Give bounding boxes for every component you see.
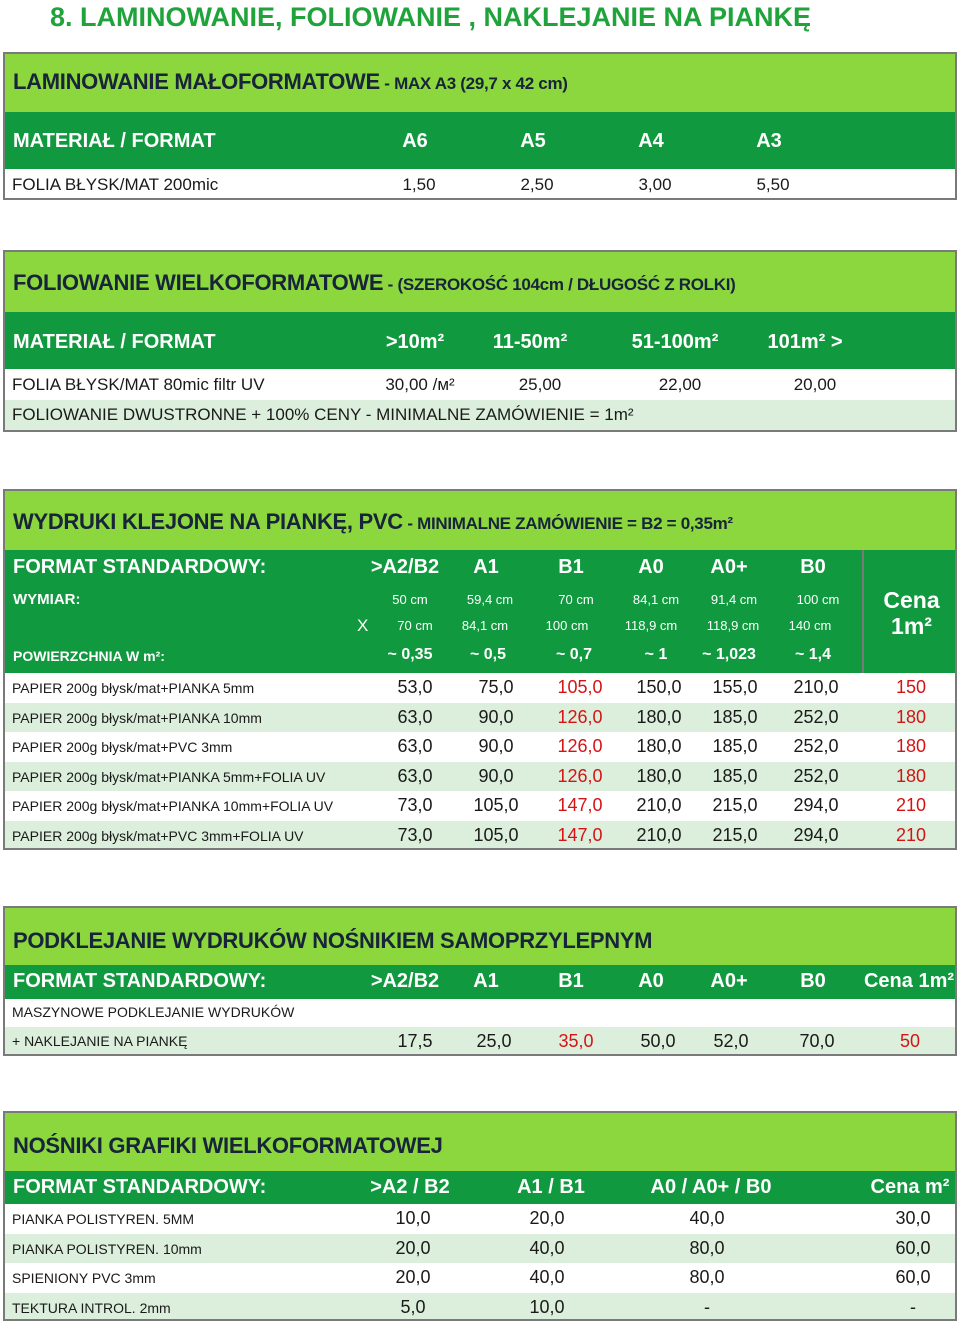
area-value: ~ 1,4 (794, 646, 832, 663)
format-standard-label: FORMAT STANDARDOWY: (13, 970, 267, 992)
table-row (5, 169, 955, 200)
price-cell: 252,0 (793, 706, 839, 727)
col-a4: A4 (638, 130, 664, 152)
format-a1: A1 (473, 556, 499, 578)
price-cell: 147,0 (557, 824, 603, 845)
table-row (5, 762, 955, 792)
price-cell: 126,0 (557, 736, 603, 756)
col-11-50: 11-50m² (492, 331, 568, 353)
row-label: PIANKA POLISTYREN. 5MM (12, 1211, 195, 1227)
price-cell: 80,0 (689, 1267, 725, 1287)
table-row (5, 1234, 955, 1264)
row-label: PIANKA POLISTYREN. 10mm (12, 1240, 202, 1257)
podklejanie-heading-band (5, 908, 955, 965)
price-cell: 73,0 (397, 824, 433, 845)
foliowanie-note-row (5, 400, 955, 430)
nosniki-rows (5, 1204, 955, 1321)
dim-width: 91,4 cm (710, 592, 758, 607)
price-label-cena: Cena (883, 587, 940, 613)
price-cell: 80,0 (689, 1237, 725, 1258)
format-standard-label: FORMAT STANDARDOWY: (13, 1176, 267, 1198)
price-cell: 20,0 (529, 1208, 565, 1228)
row-label: PAPIER 200g błysk/mat+PIANKA 5mm (12, 680, 255, 696)
format-price: Cena m² (870, 1176, 950, 1198)
laminowanie-heading: LAMINOWANIE MAŁOFORMATOWE - MAX A3 (29,7 x 42 cm) (13, 69, 568, 94)
price-cell: 105,0 (557, 677, 603, 697)
format-a2b2: >A2/B2 (370, 556, 440, 578)
price-cell: 90,0 (478, 706, 514, 727)
price-cell: 5,0 (400, 1296, 426, 1317)
price-per-m2: 210 (895, 795, 927, 815)
price-cell: 252,0 (793, 765, 839, 786)
row-label: FOLIA BŁYSK/MAT 200mic (12, 175, 219, 194)
dim-height: 84,1 cm (461, 618, 509, 633)
price-cell: 150,0 (636, 677, 682, 697)
area-value: ~ 0,5 (469, 646, 507, 663)
price-cell: 294,0 (793, 795, 839, 815)
value-a3: 5,50 (756, 175, 790, 194)
format-a0-b0: A0 / A0+ / B0 (650, 1176, 772, 1198)
wydruki-section (3, 489, 957, 850)
row-label: TEKTURA INTROL. 2mm (12, 1299, 171, 1316)
dim-width: 100 cm (796, 592, 840, 607)
dim-width: 59,4 cm (466, 592, 514, 607)
area-value: ~ 1,023 (702, 646, 756, 663)
price-cell: 60,0 (895, 1237, 931, 1258)
price-cell: 126,0 (557, 706, 603, 727)
dim-width: 50 cm (392, 592, 428, 607)
table-row (5, 791, 955, 821)
price-b0: 70,0 (799, 1031, 835, 1051)
format-a2b2: >A2 / B2 (370, 1176, 450, 1198)
dim-width: 70 cm (558, 592, 594, 607)
price-cell: 30,0 (895, 1208, 931, 1228)
value-51-100: 22,00 (658, 375, 702, 394)
laminowanie-header-row (5, 112, 955, 169)
price-cell: 20,0 (395, 1267, 431, 1287)
format-a0plus: A0+ (710, 556, 748, 578)
price-cell: 63,0 (397, 736, 433, 756)
price-cell: 147,0 (557, 795, 603, 815)
price-per-m2: 50 (899, 1031, 921, 1051)
price-cell: 126,0 (557, 765, 603, 786)
laminowanie-heading-band (5, 54, 955, 112)
price-cell: 185,0 (712, 706, 758, 727)
podklejanie-header-row (5, 965, 955, 999)
price-cell: 210,0 (636, 795, 682, 815)
x-label: X (357, 616, 369, 635)
foliowanie-header-row (5, 312, 955, 369)
table-row (5, 369, 955, 400)
nosniki-header-row (5, 1171, 955, 1204)
col-a3: A3 (756, 130, 782, 152)
row-label: PAPIER 200g błysk/mat+PIANKA 10mm (12, 709, 262, 726)
price-cell: 10,0 (529, 1296, 565, 1317)
price-cell: 180,0 (636, 736, 682, 756)
format-a1b1: A1 / B1 (517, 1176, 585, 1198)
col-over-10: >10m² (385, 331, 445, 353)
price-cell: 60,0 (895, 1267, 931, 1287)
price-cell: 185,0 (712, 765, 758, 786)
laminowanie-section (3, 52, 957, 200)
page-title: 8. LAMINOWANIE, FOLIOWANIE , NAKLEJANIE NA PIANKĘ (50, 2, 812, 32)
price-per-m2: 180 (895, 736, 927, 756)
price-cell: 10,0 (395, 1208, 431, 1228)
price-per-m2: 150 (895, 677, 927, 697)
price-cell: 20,0 (395, 1237, 431, 1258)
price-cell: 40,0 (529, 1237, 565, 1258)
price-per-m2: 210 (895, 824, 927, 845)
row-label: PAPIER 200g błysk/mat+PIANKA 5mm+FOLIA UV (12, 768, 326, 785)
row-label: PAPIER 200g błysk/mat+PIANKA 10mm+FOLIA UV (12, 798, 334, 814)
value-a4: 3,00 (638, 175, 672, 194)
price-cell: 294,0 (793, 824, 839, 845)
price-cell: 75,0 (478, 677, 514, 697)
dim-height: 70 cm (397, 618, 433, 633)
price-cell: 53,0 (397, 677, 433, 697)
podklejanie-section (3, 906, 957, 1056)
foliowanie-heading: FOLIOWANIE WIELKOFORMATOWE - (SZEROKOŚĆ 104cm / DŁUGOŚĆ Z ROLKI) (13, 270, 736, 295)
table-row (5, 703, 955, 733)
format-price: Cena 1m² (863, 970, 955, 992)
price-cell: 73,0 (397, 795, 433, 815)
dim-width: 84,1 cm (632, 592, 680, 607)
price-cell: - (704, 1296, 710, 1317)
row-label: PAPIER 200g błysk/mat+PVC 3mm (12, 739, 233, 755)
price-cell: 40,0 (689, 1208, 725, 1228)
dim-height: 140 cm (788, 618, 832, 633)
price-cell: 252,0 (793, 736, 839, 756)
area-value: ~ 0,35 (387, 646, 433, 663)
price-cell: 210,0 (636, 824, 682, 845)
price-a1: 25,0 (476, 1031, 512, 1051)
format-b1: B1 (558, 970, 584, 992)
nosniki-heading: NOŚNIKI GRAFIKI WIELKOFORMATOWEJ (13, 1133, 443, 1158)
table-row (5, 999, 955, 1027)
wymiar-label: WYMIAR: (13, 591, 81, 608)
powierzchnia-label: POWIERZCHNIA W m²: (13, 648, 165, 664)
area-value: ~ 0,7 (555, 646, 593, 663)
table-row (5, 1204, 955, 1234)
nosniki-heading-band (5, 1113, 955, 1171)
price-cell: 63,0 (397, 765, 433, 786)
col-material-format: MATERIAŁ / FORMAT (13, 331, 216, 353)
dim-height: 118,9 cm (706, 618, 760, 633)
price-cell: 185,0 (712, 736, 758, 756)
format-b1: B1 (558, 556, 584, 578)
table-row (5, 1263, 955, 1293)
price-cell: 215,0 (712, 795, 758, 815)
row-label: SPIENIONY PVC 3mm (12, 1270, 156, 1286)
price-cell: 90,0 (478, 736, 514, 756)
col-material-format: MATERIAŁ / FORMAT (13, 130, 216, 152)
price-cell: 180,0 (636, 765, 682, 786)
nosniki-section (3, 1111, 957, 1321)
foliowanie-section (3, 250, 957, 432)
value-a5: 2,50 (520, 175, 554, 194)
format-a0: A0 (638, 556, 664, 578)
price-cell: 63,0 (397, 706, 433, 727)
price-a0plus: 52,0 (713, 1031, 749, 1051)
wydruki-heading-band (5, 491, 955, 550)
table-row (5, 1027, 955, 1056)
dim-height: 100 cm (545, 618, 589, 633)
price-a2b2: 17,5 (397, 1031, 433, 1051)
format-a0: A0 (638, 970, 664, 992)
price-cell: - (910, 1296, 916, 1317)
foliowanie-note: FOLIOWANIE DWUSTRONNE + 100% CENY - MINIMALNE ZAMÓWIENIE = 1m² (12, 405, 634, 424)
area-value: ~ 1 (644, 646, 668, 663)
row-label-line1: MASZYNOWE PODKLEJANIE WYDRUKÓW (12, 1004, 295, 1020)
podklejanie-heading: PODKLEJANIE WYDRUKÓW NOŚNIKIEM SAMOPRZYLEPNYM (13, 928, 653, 953)
value-101-plus: 20,00 (793, 375, 837, 394)
row-label: PAPIER 200g błysk/mat+PVC 3mm+FOLIA UV (12, 827, 304, 844)
value-11-50: 25,00 (518, 375, 562, 394)
price-per-m2: 180 (895, 765, 927, 786)
format-b0: B0 (800, 970, 826, 992)
row-label-line2: + NAKLEJANIE NA PIANKĘ (12, 1033, 188, 1049)
col-a5: A5 (520, 130, 546, 152)
format-b0: B0 (800, 556, 826, 578)
price-b1: 35,0 (558, 1031, 594, 1051)
table-row (5, 821, 955, 851)
col-51-100: 51-100m² (631, 331, 719, 353)
price-a0: 50,0 (640, 1031, 676, 1051)
price-cell: 40,0 (529, 1267, 565, 1287)
format-a1: A1 (473, 970, 499, 992)
format-a2b2: >A2/B2 (370, 970, 440, 992)
price-cell: 155,0 (712, 677, 758, 697)
price-cell: 90,0 (478, 765, 514, 786)
format-a0plus: A0+ (710, 970, 748, 992)
price-cell: 105,0 (473, 824, 519, 845)
col-a6: A6 (402, 130, 428, 152)
table-row (5, 673, 955, 703)
value-a6: 1,50 (402, 175, 436, 194)
price-cell: 210,0 (793, 677, 839, 697)
wydruki-heading: WYDRUKI KLEJONE NA PIANKĘ, PVC - MINIMALNE ZAMÓWIENIE = B2 = 0,35m² (13, 509, 733, 534)
col-101-plus: 101m² > (767, 331, 843, 353)
foliowanie-heading-band (5, 252, 955, 312)
price-cell: 180,0 (636, 706, 682, 727)
price-cell: 105,0 (473, 795, 519, 815)
wydruki-rows (5, 673, 955, 850)
price-label-m2: 1m² (891, 613, 932, 639)
price-per-m2: 180 (895, 706, 927, 727)
table-row (5, 732, 955, 762)
row-label: FOLIA BŁYSK/MAT 80mic filtr UV (12, 375, 265, 394)
dim-height: 118,9 cm (624, 618, 678, 633)
value-over-10: 30,00 /м² (385, 375, 455, 394)
price-cell: 215,0 (712, 824, 758, 845)
format-standard-label: FORMAT STANDARDOWY: (13, 556, 267, 578)
table-row (5, 1293, 955, 1322)
